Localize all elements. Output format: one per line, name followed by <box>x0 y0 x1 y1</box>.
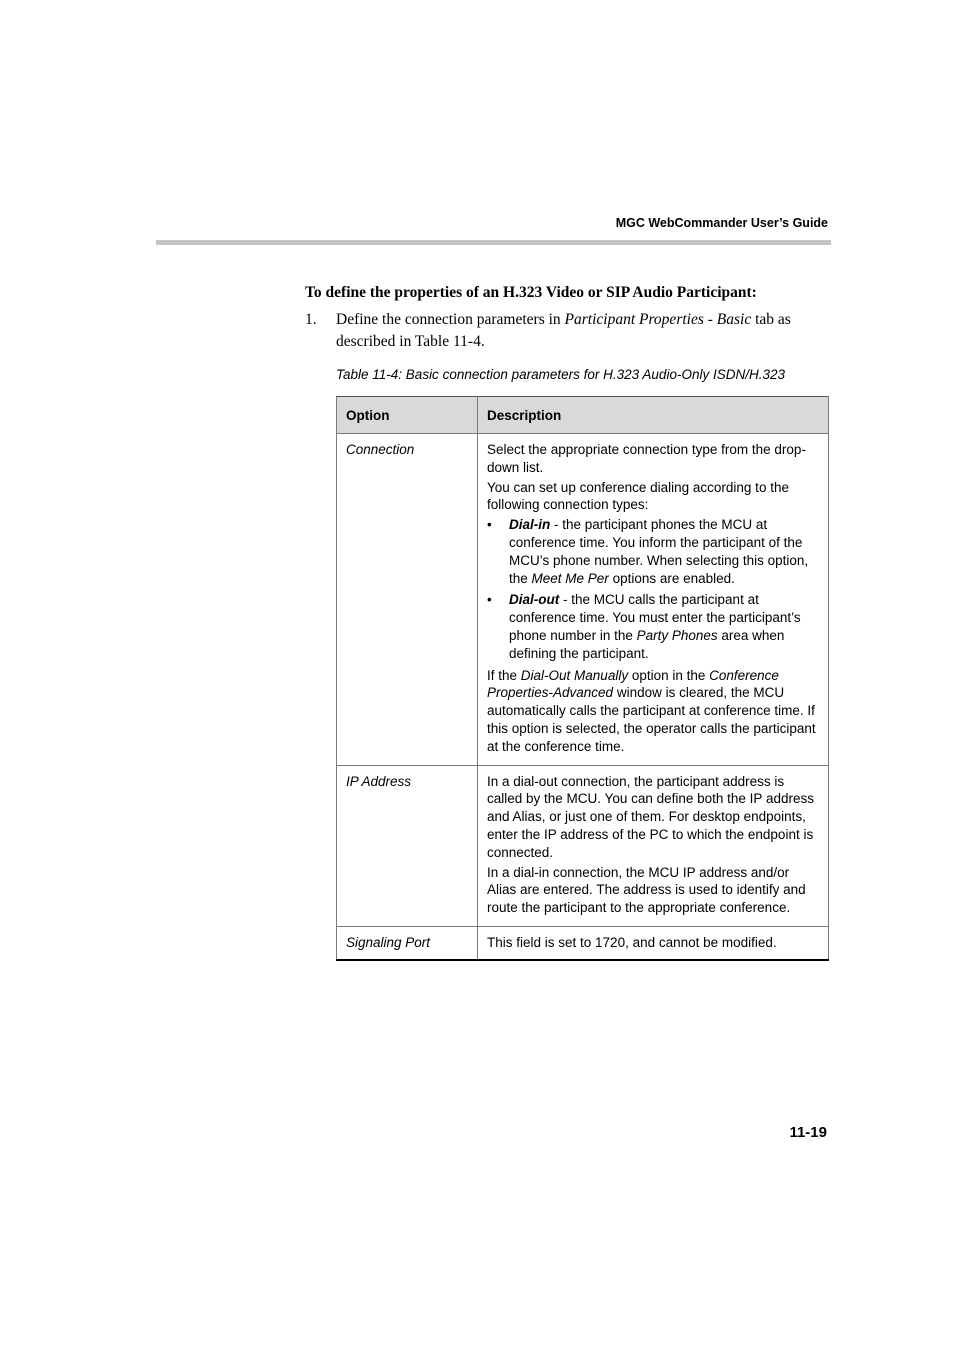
column-header-option: Option <box>337 397 478 434</box>
bullet-icon: • <box>487 517 492 533</box>
bullet-item-dial-in: • Dial-in - the participant phones the MCU at conference time. You inform the participant of the MCU’s phone number. When selecting this option, the Meet Me Per options are enabled. <box>487 517 809 586</box>
description-paragraph: If the Dial-Out Manually option in the Conference Properties-Advanced window is cleared, the MCU automatically calls the participant at conference time. If this option is selected, the operator calls the participant at the conference time. <box>487 667 816 754</box>
page-number: 11-19 <box>789 1124 827 1141</box>
step-text: Define the connection parameters in Participant Properties - Basic tab as described in Table 11-4. <box>336 311 791 350</box>
table-row <box>337 926 829 959</box>
parameters-table <box>336 396 829 961</box>
description-paragraph: In a dial-out connection, the participant address is called by the MCU. You can define both the IP address and Alias, or just one of them. For desktop endpoints, enter the IP address of the PC to which the endpoint is connected. <box>487 773 814 860</box>
description-cell: This field is set to 1720, and cannot be modified. <box>478 926 829 959</box>
bullet-icon: • <box>487 592 492 608</box>
description-paragraph: Select the appropriate connection type from the drop-down list. <box>487 442 806 475</box>
description-cell <box>478 434 829 766</box>
table-row <box>337 434 829 766</box>
description-paragraph: In a dial-in connection, the MCU IP address and/or Alias are entered. The address is used to identify and route the participant to the appropriate conference. <box>487 864 806 916</box>
option-cell: Signaling Port <box>337 926 478 959</box>
description-cell <box>478 765 829 926</box>
option-cell: IP Address <box>337 765 478 926</box>
column-header-description: Description <box>478 397 829 434</box>
running-header: MGC WebCommander User’s Guide <box>615 216 828 230</box>
step-number: 1. <box>305 311 317 328</box>
table-caption: Table 11-4: Basic connection parameters for H.323 Audio-Only ISDN/H.323 <box>336 367 785 382</box>
description-paragraph: You can set up conference dialing according to the following connection types: <box>487 479 789 513</box>
table-row <box>337 765 829 926</box>
header-rule <box>156 240 831 245</box>
table-header-row <box>337 397 829 434</box>
option-cell: Connection <box>337 434 478 766</box>
procedure-step <box>305 309 835 353</box>
bullet-item-dial-out: • Dial-out - the MCU calls the participant at conference time. You must enter the participant’s phone number in the Party Phones area when defining the participant. <box>487 592 801 661</box>
procedure-heading: To define the properties of an H.323 Video or SIP Audio Participant: <box>305 284 757 301</box>
